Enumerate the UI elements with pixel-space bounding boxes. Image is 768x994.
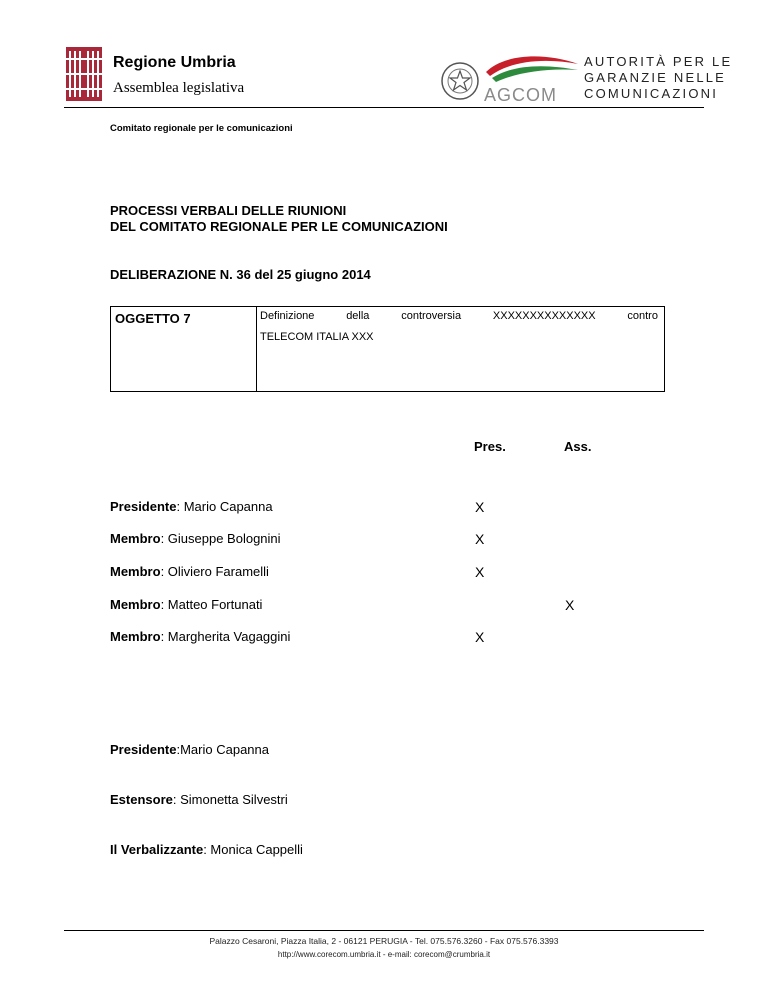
footer-contacts: http://www.corecom.umbria.it - e-mail: corecom@crumbria.it	[277, 950, 491, 959]
signature-name: : Simonetta Silvestri	[172, 792, 288, 807]
footer-address: Palazzo Cesaroni, Piazza Italia, 2 - 06121 PERUGIA - Tel. 075.576.3260 - Fax 075.576.3393	[209, 936, 559, 946]
signature-name: :Mario Capanna	[176, 742, 269, 757]
member-row	[110, 564, 269, 579]
header-divider	[64, 107, 704, 108]
agcom-acronym: AGCOM	[484, 85, 558, 105]
present-mark: X	[475, 564, 485, 580]
authority-line: GARANZIE NELLE	[584, 70, 727, 85]
signature-role: Il Verbalizzante	[110, 842, 204, 857]
member-name: : Matteo Fortunati	[160, 597, 263, 612]
authority-line: AUTORITÀ PER LE	[584, 54, 733, 69]
subject-label: OGGETTO 7	[115, 311, 191, 326]
signature-secretary	[110, 842, 303, 857]
regione-umbria-logo-icon	[66, 47, 102, 101]
agcom-swoosh-icon	[484, 50, 580, 84]
footer-divider	[64, 930, 704, 931]
present-mark: X	[475, 629, 485, 645]
authority-line: COMUNICAZIONI	[584, 86, 719, 101]
member-role: Membro	[110, 531, 161, 546]
italian-republic-emblem-icon	[440, 59, 480, 103]
member-name: : Oliviero Faramelli	[160, 564, 269, 579]
member-role: Membro	[110, 629, 161, 644]
member-name: : Giuseppe Bolognini	[160, 531, 281, 546]
present-column-header: Pres.	[474, 439, 506, 454]
deliberation-heading: DELIBERAZIONE N. 36 del 25 giugno 2014	[110, 267, 371, 282]
committee-name: Comitato regionale per le comunicazioni	[110, 123, 293, 134]
member-name: : Mario Capanna	[176, 499, 273, 514]
subject-word: XXXXXXXXXXXXXX	[492, 310, 596, 322]
subject-word: contro	[627, 310, 658, 322]
title-line: PROCESSI VERBALI DELLE RIUNIONI	[110, 203, 347, 218]
subject-word: Definizione	[260, 310, 315, 322]
member-role: Presidente	[110, 499, 177, 514]
member-row	[110, 499, 273, 514]
member-role: Membro	[110, 597, 161, 612]
signature-name: : Monica Cappelli	[203, 842, 303, 857]
assembly-name: Assemblea legislativa	[113, 80, 245, 96]
member-row	[110, 531, 281, 546]
subject-box-divider	[256, 306, 257, 392]
document-title	[110, 203, 448, 235]
signature-drafter	[110, 792, 288, 807]
absent-mark: X	[565, 597, 575, 613]
signature-role: Presidente	[110, 742, 177, 757]
absent-column-header: Ass.	[564, 439, 592, 454]
member-role: Membro	[110, 564, 161, 579]
member-row	[110, 597, 262, 612]
subject-text-line: TELECOM ITALIA XXX	[260, 331, 374, 343]
authority-name	[584, 54, 732, 102]
subject-text-line	[260, 310, 658, 322]
title-line: DEL COMITATO REGIONALE PER LE COMUNICAZIONI	[110, 219, 448, 234]
subject-word: controversia	[401, 310, 462, 322]
signature-role: Estensore	[110, 792, 173, 807]
present-mark: X	[475, 499, 485, 515]
subject-word: della	[346, 310, 370, 322]
region-name: Regione Umbria	[113, 54, 236, 71]
signature-president	[110, 742, 269, 757]
member-row	[110, 629, 290, 644]
present-mark: X	[475, 531, 485, 547]
member-name: : Margherita Vagaggini	[160, 629, 291, 644]
